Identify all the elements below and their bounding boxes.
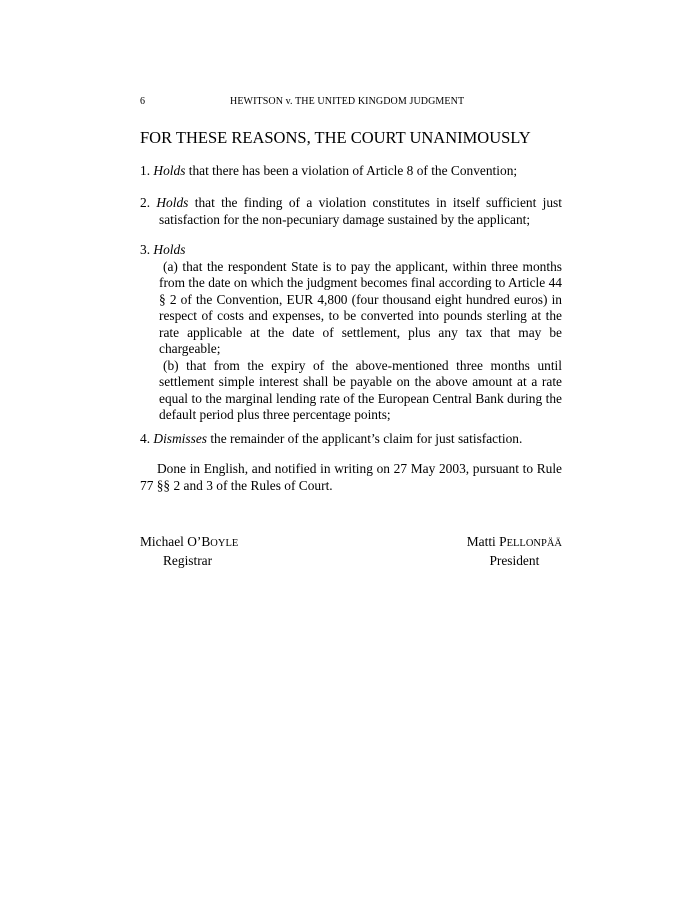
holding-item-3	[140, 242, 562, 424]
item-verb: Holds	[156, 195, 189, 210]
operative-heading: FOR THESE REASONS, THE COURT UNANIMOUSLY	[140, 128, 531, 147]
signature-registrar	[140, 533, 238, 569]
item-number: 2.	[140, 195, 151, 210]
item-verb: Holds	[153, 163, 186, 178]
item-number: 3.	[140, 242, 151, 257]
signature-president	[467, 533, 562, 569]
holding-item-3-sub-a	[140, 259, 562, 358]
holding-item-3-sub-b	[140, 358, 562, 424]
page-number: 6	[140, 96, 145, 107]
holding-item-4	[140, 431, 562, 448]
holding-item-2	[140, 195, 562, 228]
holding-item-1	[140, 163, 562, 180]
running-header-title: HEWITSON v. THE UNITED KINGDOM JUDGMENT	[230, 96, 465, 107]
item-verb: Holds	[153, 242, 186, 257]
president-name: Matti PELLONPÄÄ	[466, 534, 562, 549]
sub-paragraph-b: (b) that from the expiry of the above-mentioned three months until settlement simple interest shall be payable on the above amount at a rate equal to the marginal lending rate of the European Central Bank during the default period plus three percentage points;	[159, 357, 562, 422]
item-text: that there has been a violation of Article 8 of the Convention;	[185, 163, 518, 178]
registrar-name: Michael O’BOYLE	[140, 534, 239, 549]
president-role: President	[489, 553, 540, 568]
item-text: the remainder of the applicant’s claim for just satisfaction.	[206, 431, 523, 446]
done-paragraph: Done in English, and notified in writing on 27 May 2003, pursuant to Rule 77 §§ 2 and 3 of the Rules of Court.	[140, 461, 562, 493]
sub-paragraph-a: (a) that the respondent State is to pay the applicant, within three months from the date on which the judgment becomes final according to Article 44 § 2 of the Convention, EUR 4,800 (four thousand eight hundred euros) in respect of costs and expenses, to be converted into pounds sterling at the rate applicable at the date of settlement, plus any tax that may be chargeable;	[159, 258, 562, 356]
item-text: that the finding of a violation constitutes in itself sufficient just satisfaction for the non-pecuniary damage sustained by the applicant;	[159, 195, 562, 227]
registrar-role: Registrar	[163, 553, 213, 568]
item-verb: Dismisses	[153, 431, 207, 446]
item-number: 1.	[140, 163, 151, 178]
item-number: 4.	[140, 431, 151, 446]
